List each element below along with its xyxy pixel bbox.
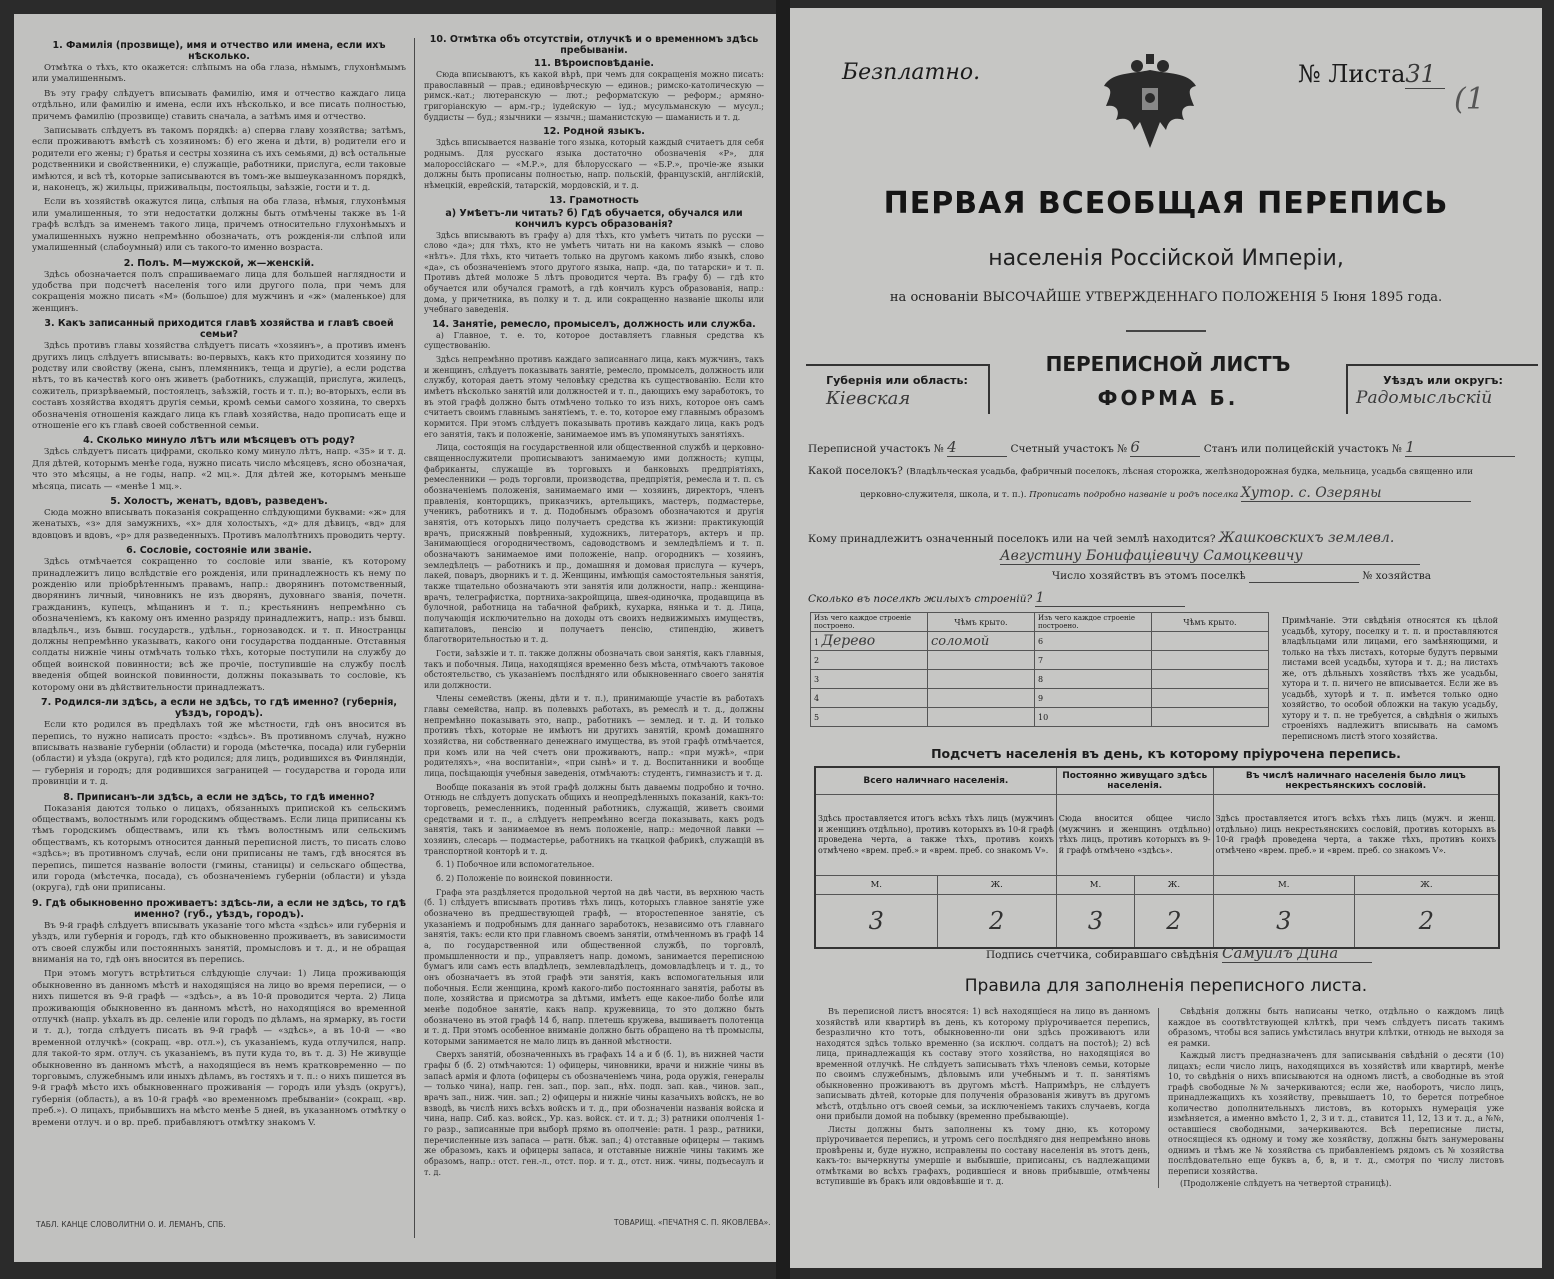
section-heading: 6. Сословіе, состояніе или званіе. xyxy=(126,545,312,557)
paragraph: Здѣсь непремѣнно противъ каждаго записаннаго лица, какъ мужчинъ, такъ и женщинъ, слѣдуетъ показывать занятіе, ремесло, промыселъ, должность или службу, которая даетъ этому человѣку средства къ существованію. Если кто имѣетъ нѣсколько занятій или должностей и т. п., дающихъ ему заработокъ, то въ этой графѣ должно быть отмѣчено только то изъ нихъ, которое онъ самъ считаетъ своимъ главнымъ занятіемъ, т. е. то, которое ему главнымъ образомъ кормится. При этомъ слѣдуетъ показывать противъ каждаго лица, какъ родъ его занятія, такъ и положеніе, занимаемое имъ въ упомянутыхъ занятіяхъ. xyxy=(424,355,764,439)
bt-header-material: Изъ чего каждое строеніе построено. xyxy=(811,613,928,632)
households-blank xyxy=(1249,570,1359,583)
table-row: 5 10 xyxy=(811,708,1269,727)
buildings-line xyxy=(808,590,1185,607)
pt-zh: Ж. xyxy=(937,876,1056,895)
settlement-value: Хутор. с. Озеряны xyxy=(1241,485,1471,502)
pt-non-peasant-m: 3 xyxy=(1213,895,1354,949)
paragraph: Вообще показанія въ этой графѣ должны быть даваемы подробно и точно. Отнюдь не слѣдуетъ допускать общихъ и неопредѣленныхъ показаній, какъ-то: торговецъ, ремесленникъ, поденный работникъ, служащій, живетъ своими средствами и т. п., а слѣдуетъ непремѣнно всегда показывать, какъ родъ занятія, такъ и занимаемое въ немъ положеніе, напр.: медочной лавки — хозяинъ, слесарь — подмастерье, работникъ на ткацкой фабрикѣ, служащій въ транспортной конторѣ и т. д. xyxy=(424,782,764,856)
census-form-page xyxy=(790,8,1542,1268)
section-heading: а) Умѣетъ-ли читать? б) Гдѣ обучается, обучался или кончилъ курсъ образованія? xyxy=(445,207,743,230)
perepis-uchastok-label: Переписной участокъ № xyxy=(808,443,944,455)
rules-column-right xyxy=(1168,1006,1504,1191)
form-subheading: ФОРМА Б. xyxy=(1097,386,1239,410)
settlement-hint: (Владѣльческая усадьба, фабричный поселокъ, лѣсная сторожка, желѣзнодорожная будка, мельница, усадьба священно или xyxy=(906,467,1473,477)
bt-cell: 1 Дерево xyxy=(811,632,928,651)
paragraph: Сюда вписываютъ, къ какой вѣрѣ, при чемъ для сокращенія можно писать: православный — прав.; единовѣрческую — единов.; римско-католическую — римск.-кат.; лютеранскую — лют.; реформатскую — реформ.; армяно-григоріанскую — арм.-гр.; іудейскую — іуд.; мусульманскую — мусул.; буддисты — буд.; язычники — язычн.; шаманистскую — шаманисть и т. д. xyxy=(424,70,764,122)
population-count-title: Подсчетъ населенія въ день, къ которому пріурочена перепись. xyxy=(931,746,1401,761)
section-heading: 14. Занятіе, ремесло, промыселъ, должность или служба. xyxy=(432,318,756,330)
pt-header-non-peasant: Въ числѣ наличнаго населенія было лицъ некрестьянскихъ сословій. xyxy=(1213,767,1499,795)
paragraph: Показанія даются только о лицахъ, обязанныхъ припиской къ сельскимъ обществамъ, волостнымъ или городскимъ обществамъ. Если лица приписаны къ тѣмъ городскимъ обществамъ, или къ тѣмъ волостнымъ или сельскимъ обществамъ, къ которымъ относится данный переписной листъ, то писать слово «здѣсь»; въ противномъ случаѣ, если они приписаны не тамъ, гдѣ вносятся въ перепись, пишется названіе волости (гмины, станицы) и сельскаго общества, или города (мѣстечка, посада), съ обозначеніемъ губерніи (области) и уѣзда (округа), гдѣ они приписаны. xyxy=(32,803,406,894)
section-heading: 4. Сколько минуло лѣтъ или мѣсяцевъ отъ роду? xyxy=(83,435,355,447)
table-row xyxy=(811,632,1269,651)
owner-line xyxy=(808,530,1394,546)
rules-title: Правила для заполненія переписного листа. xyxy=(964,976,1368,996)
paragraph: Сверхъ занятій, обозначенныхъ въ графахъ 14 а и б (б. 1), въ нижней части графы б (б. 2) отмѣчаются: 1) офицеры, чиновники, врачи и нижніе чины въ запасѣ армія и флота (офицеры съ обозначеніемъ чина, рода оружія, генералы — только чина), напр. ген. зап., пор. зап., нѣх. подп. зап. кав., чинов. зап., врачъ зап., ниж. чин. зап.; 2) офицеры и нижніе чины казачьихъ войскъ, не во взводѣ, вь числѣ нихъ всѣхъ войскъ и т. д., при обозначеніи названія войска и чина, напр. Сиб. каз. войск., Ур. каз. войск. ст. и т. д.; 3) ратники ополченія 1-го разр., записанные при выборѣ прямо въ ополченіе: ратн. 1 разр., ратники, перечисленные изъ запаса — ратн. бѣж. зап.; 4) отставные офицеры — такимъ же образомъ, какъ и офицеры запаса, и отставные нижніе чины такимъ же образомъ, напр.: отст. ген.-л., отст. пор. и т. д., отст. ниж. чины, подъесаулъ и т. д. xyxy=(424,1050,764,1177)
pt-total-m: 3 xyxy=(815,895,937,949)
sheet-number-value: 31 xyxy=(1405,60,1445,89)
buildings-table xyxy=(810,612,1269,727)
rules-paragraph: Листы должны быть заполнены къ тому дню, къ которому пріурочивается перепись, и утромъ сего послѣдняго дня непремѣнно вновь провѣрены и, буде нужно, исправлены по составу населенія въ этотъ день, какъ-то: вычеркнуты умершіе и выбывшіе, приписаны, съ надлежащими отмѣтками во всѣхъ графахъ, родившіеся и вновь прибывшіе, отмѣчены вступившіе въ бракъ или овдовѣвшіе и т. д. xyxy=(816,1123,1150,1186)
section-heading: 5. Холостъ, женатъ, вдовъ, разведенъ. xyxy=(110,496,328,507)
paragraph: Записывать слѣдуетъ въ такомъ порядкѣ: а) сперва главу хозяйства; затѣмъ, если проживаютъ вмѣстѣ съ хозяиномъ: б) его жена и дѣти, в) родители его и родители его жены; г) братья и сестры хозяина съ ихъ семьями, д) всѣ остальные родственники и свойственники, е) служащіе, работники, прислуга, если таковые имѣются, и всѣ тѣ, которые записываются въ томъ-же вышеуказанномъ порядкѣ, и, наконецъ, ж) жильцы, приживальцы, постояльцы, заѣзжіе, гости и т. д. xyxy=(32,126,406,194)
pt-m: М. xyxy=(1213,876,1354,895)
table-row: 4 9 xyxy=(811,689,1269,708)
paragraph: Если въ хозяйствѣ окажутся лица, слѣпыя на оба глаза, нѣмыя, глухонѣмыя или умалишенныя, то эти недостатки должны быть отмѣчены также въ 1-й графѣ вслѣдъ за именемъ такого лица, причемъ относительно глухонѣмыхъ и умалишенныхъ нужно непремѣнно обозначать, отъ рожденія-ли слѣпой или умалишенный (слабоумный) или съ такого-то именно возраста. xyxy=(32,197,406,254)
paragraph: Сюда можно вписывать показанія сокращенно слѣдующими буквами: «ж» для женатыхъ, «з» для замужнихъ, «х» для холостыхъ, «д» для дѣвицъ, «вд» для вдовцовъ и вдовъ, «р» для разведенныхъ. Противъ малолѣтнихъ проводить черту. xyxy=(32,508,406,541)
districts-line xyxy=(808,438,1515,457)
pt-header-permanent: Постоянно живущаго здѣсь населенія. xyxy=(1056,767,1213,795)
pt-permanent-m: 3 xyxy=(1056,895,1134,949)
pt-permanent-zh: 2 xyxy=(1135,895,1213,949)
uezd-label: Уѣздъ или округъ: xyxy=(1383,374,1503,387)
paragraph: б. 2) Положеніе по воинской повинности. xyxy=(436,873,613,883)
bt-roof-value: соломой xyxy=(928,632,1035,651)
uezd-value: Радомысльскій xyxy=(1356,388,1493,408)
page-subtitle-2: на основаніи ВЫСОЧАЙШЕ УТВЕРЖДЕННАГО ПОЛОЖЕНІЯ 5 Іюня 1895 года. xyxy=(889,290,1443,305)
paragraph: Здѣсь отмѣчается сокращенно то сословіе или званіе, къ которому принадлежитъ лицо вслѣдствіе его рожденія, или принадлежность къ нему по рожденію или пріобрѣтеннымъ правамъ, напр.: дворянинъ потомственный, дворянинъ личный, чиновникъ не изъ дворянъ, духовнаго званія, почетн. гражданинъ, купецъ, мѣщанинъ и т. п.; крестьянинъ непремѣнно съ обозначеніемъ, къ какому онъ именно разряду принадлежитъ, напр.: изъ бывш. владѣльч., изъ бывш. государств., удѣльн., горнозаводск. и т. п. Иностранцы должны непремѣнно указывать, какого они государства подданные. Отставныя солдаты нижніе чины отмѣчать только тѣхъ, которые поступили на службу до общей воинской повинности; всѣ же прочіе, поступившіе на службу послѣ введенія общей воинской повинности, должны показывать то сословіе, къ которому они въ дѣйствительности принадлежатъ. xyxy=(32,557,406,693)
buildings-label: Сколько въ поселкѣ жилыхъ строеній? xyxy=(808,593,1033,605)
pt-zh: Ж. xyxy=(1135,876,1213,895)
imprint-right: ТОВАРИЩ. «ПЕЧАТНЯ С. П. ЯКОВЛЕВА». xyxy=(614,1218,771,1227)
population-table xyxy=(814,766,1500,949)
section-heading: 13. Грамотность xyxy=(549,194,639,206)
schet-uchastok-value: 6 xyxy=(1130,438,1200,457)
table-row: 2 7 xyxy=(811,651,1269,670)
buildings-value: 1 xyxy=(1035,590,1185,607)
bt-header-roof: Чѣмъ крыто. xyxy=(928,613,1035,632)
paragraph: При этомъ могутъ встрѣтиться слѣдующіе случаи: 1) Лица проживающія обыкновенно въ данномъ мѣстѣ и находящіяся на лицо во время переписи, — о нихъ пишется въ 9-й графѣ — «здѣсь», а въ 10-й проводится черта. 2) Лица проживающія обыкновенно въ данномъ мѣстѣ, но находящіяся во временной отлучкѣ (напр. уѣхалъ въ др. селеніе или городъ по дѣламъ, на ярмарку, въ гости и т. д.), тогда слѣдуетъ писать въ 9-й графѣ — «здѣсь», а въ 10-й — «во временной отлучкѣ» (сокращ. «вр. отл.»), съ указаніемъ, куда отлучился, напр. для такой-то ярм. отлуч. съ указаніемъ, въ пути куда то, въ т. д. 3) Не живущіе обыкновенно въ данномъ мѣстѣ, а находящіеся въ немъ кратковременно — по торговымъ, служебнымъ или иныхъ дѣламъ, въ гостяхъ и т. п.: о нихъ пишется въ 9-й графѣ мѣсто ихъ обыкновеннаго проживанія — городъ или уѣздъ (округъ), губернія (область), а въ 10-й графѣ «во временномъ пребываніи» (сокращ. «вр. преб.»). О лицахъ, прибывшихъ на мѣсто менѣе 5 дней, въ указанномъ отмѣтку о времени отлуч. и о вр. преб. прибавляютъ отмѣтку знакомъ V. xyxy=(32,969,406,1128)
rules-paragraph: Свѣдѣнія должны быть написаны четко, отдѣльно о каждомъ лицѣ каждое въ соотвѣтствующей клѣткѣ, при чемъ слѣдуетъ писать такимъ образомъ, чтобы вся запись умѣстилась внутри клѣтки, отнюдь не выходя за ея рамки. xyxy=(1168,1006,1504,1048)
owner-value: Жашковскихъ землевл. xyxy=(1218,530,1395,546)
paragraph: Здѣсь вписывають въ графу а) для тѣхъ, кто умѣетъ читать по русски — слово «да»; для тѣхъ, кто не умѣетъ читать ни на какомъ языкѣ — слово «нѣтъ». Для тѣхъ, кто читаетъ только на другомъ какомъ либо языкѣ, слово «да», съ обозначеніемъ этого другого языка, напр. «да, по татарски» и т. п. Противъ дѣтей моложе 5 лѣтъ проводится черта. Въ графу б) — гдѣ кто обучается или обучался грамотѣ, а гдѣ кончилъ курсъ образованія, напр.: дома, у причетника, въ полку и т. д. или сокращенно названіе школы или учебнаго заведенія. xyxy=(424,230,764,315)
settlement-label: Какой поселокъ? xyxy=(808,465,903,477)
table-row: 3 8 xyxy=(811,670,1269,689)
bt-header-material-2: Изъ чего каждое строеніе построено. xyxy=(1035,613,1152,632)
household-no-label: № хозяйства xyxy=(1362,570,1432,582)
guberniya-value: Кіевская xyxy=(826,388,911,409)
schet-uchastok-label: Счетный участокъ № xyxy=(1010,443,1128,455)
free-label: Безплатно. xyxy=(842,60,981,85)
section-heading: 7. Родился-ли здѣсь, а если не здѣсь, то гдѣ именно? (губернія, уѣздъ, городъ). xyxy=(41,697,397,720)
imperial-eagle-icon xyxy=(1102,52,1198,152)
perepis-uchastok-value: 4 xyxy=(947,438,1007,457)
section-heading: 12. Родной языкъ. xyxy=(543,126,645,138)
paragraph: б. 1) Побочное или вспомогательное. xyxy=(436,860,595,870)
stan-value: 1 xyxy=(1405,438,1515,457)
divider xyxy=(1126,330,1206,332)
rules-divider xyxy=(1158,1008,1159,1188)
signature-label: Подпись счетчика, собиравшаго свѣдѣнія xyxy=(986,949,1219,961)
owner-label: Кому принадлежитъ означенный поселокъ или на чей землѣ находится? xyxy=(808,533,1216,545)
section-heading: 10. Отмѣтка объ отсутствіи, отлучкѣ и о временномъ здѣсь пребываніи. xyxy=(429,34,759,56)
paragraph: Въ 9-й графѣ слѣдуетъ вписывать указаніе того мѣста «здѣсь» или губернія и уѣздъ, или губернія и городъ, гдѣ кто обыкновенно проживаетъ, въ зависимости отъ своей службы или постоянныхъ занятій, промысловъ и т. д., и не обращая вниманія на то, гдѣ онъ вносится въ перепись. xyxy=(32,920,406,965)
section-heading: 11. Вѣроисповѣданіе. xyxy=(533,58,655,69)
paragraph: Здѣсь обозначается полъ спрашиваемаго лица для большей наглядности и удобства при подсчетѣ населенія того или другого пола, при чемъ для сокращенія можно писать «М» (большое) для мужчинъ и «ж» (маленькое) для женщинъ. xyxy=(32,269,406,314)
settlement-hint-3: Прописать подробно названіе и родъ поселка xyxy=(1029,490,1239,500)
page-title: ПЕРВАЯ ВСЕОБЩАЯ ПЕРЕПИСЬ xyxy=(883,186,1449,221)
paragraph: Здѣсь слѣдуетъ писать цифрами, сколько кому минуло лѣтъ, напр. «35» и т. д. Для дѣтей, которымъ менѣе года, нужно писать число мѣсяцевъ, ясно обозначая, что это мѣсяцы, а не годы, напр. «2 мц.». Для дѣтей же, которымъ меньше мѣсяца, писать — «менѣе 1 мц.». xyxy=(32,447,406,492)
instructions-column-2 xyxy=(424,32,764,1181)
pt-m: М. xyxy=(1056,876,1134,895)
rules-column-left xyxy=(816,1006,1150,1189)
pt-non-peasant-zh: 2 xyxy=(1354,895,1499,949)
pt-desc-permanent: Сюда вносится общее число (мужчинъ и женщинъ отдѣльно) тѣхъ лицъ, противъ которыхъ въ 9-й графѣ отмѣчено «здѣсь». xyxy=(1056,795,1213,876)
paragraph: а) Главное, т. е. то, которое доставляетъ главныя средства къ существованію. xyxy=(424,330,764,351)
pt-total-zh: 2 xyxy=(937,895,1056,949)
paragraph: Здѣсь противъ главы хозяйства слѣдуетъ писать «хозяинъ», а противъ именъ другихъ лицъ слѣдуетъ вписывать: во-первыхъ, какъ кто приходится хозяину по родству или свойству (жена, сынъ, племянникъ, теща и другіе), а если родства нѣтъ, то въ качествѣ кого онъ живетъ (работникъ, служащій, прислуга, жилецъ, сожитель, призрѣваемый, постоялецъ, заѣзжій, гость и т. п.); во-вторыхъ, если въ составъ хозяйства входятъ другія семьи, кромѣ семьи самого хозяина, то сверхъ обозначенія отношенія каждаго лица къ главѣ хозяйства, надо прописать еще и отношеніе его къ главѣ своей собственной семьи. xyxy=(32,341,406,431)
bt-material-value: Дерево xyxy=(821,633,876,649)
pt-header-total: Всего наличнаго населенія. xyxy=(815,767,1056,795)
left-page xyxy=(14,14,776,1262)
paragraph: Здѣсь вписывается названіе того языка, который каждый считаетъ для себя роднымъ. Для русскаго языка достаточно обозначенія «Р», для малороссійскаго — «М.Р.», для бѣлорусскаго — «Б.Р.», прочіе-же языки должны быть прописаны полностью, напр. польскій, французскій, англійскій, нѣмецкій, еврейскій, татарскій, мордовскій, и т. д. xyxy=(424,138,764,190)
buildings-note: Примѣчаніе. Эти свѣдѣнія относятся къ цѣлой усадьбѣ, хутору, поселку и т. п. и проставляются владѣльцами или лицами, его замѣняющими, и только на тѣхъ листахъ, которые будутъ первыми листами всей усадьбы, хутора и т. д.; на листахъ же, отъ дѣльныхъ хозяйствъ тѣхъ же усадьбы, хутора и т. п. ничего не вписывается. Если же въ усадьбѣ, хуторѣ и т. п. имѣется только одно хозяйство, то особой обложки на такую усадьбу, хутору и т. п. не требуется, а свѣдѣнія о жилыхъ строеніяхъ надлежитъ вписывать на самомъ переписномъ листѣ этого хозяйства. xyxy=(1282,616,1498,741)
section-heading: 1. Фамилія (прозвище), имя и отчество или имена, если ихъ нѣсколько. xyxy=(52,40,386,62)
bt-cell xyxy=(1152,632,1269,651)
sheet-number-label: № Листа xyxy=(1298,60,1406,88)
form-heading: ПЕРЕПИСНОЙ ЛИСТЪ xyxy=(1045,352,1291,376)
paragraph: Отмѣтка о тѣхъ, кто окажется: слѣпымъ на оба глаза, нѣмымъ, глухонѣмымъ или умалишеннымъ. xyxy=(32,63,406,85)
pt-zh: Ж. xyxy=(1354,876,1499,895)
paragraph: Графа эта раздѣляется продольной чертой на двѣ части, въ верхнюю часть (б. 1) слѣдуетъ вписывать противъ тѣхъ лицъ, которыхъ главное занятіе уже обозначено въ предшествующей графѣ, — второстепенное занятіе, съ указаніемъ и подробнымъ для даннаго заработокъ, независимо отъ главнаго занятія, такъ: если кто при главномъ своемъ занятіи, отмѣченномъ въ графѣ 14 а, по государственной или общественной службѣ, по торговлѣ, промышленности и пр., управляетъ напр. домомъ, занимается переписною бумагъ или самъ есть владѣлецъ, землевладѣлецъ, домовладѣлецъ и т. д., то онъ обозначаетъ въ этой графѣ эти занятія, какъ вспомогательныя или побочныя. Если женщина, кромѣ какого-либо постояннаго занятія, работы въ поле, хозяйства и присмотра за дѣтьми, имѣетъ еще какое-либо болѣе или менѣе подобное занятіе, какъ напр. кружевница, то это должно быть обозначено въ этой графѣ 14 б, напр. плетешь кружева, вышиваетъ полотенца и т. д. При этомъ особенное вниманіе должно быть обращено на тѣ промыслы, которыми занимается не мало лицъ въ данной мѣстности. xyxy=(424,887,764,1046)
page-subtitle: населенія Россійской Имперіи, xyxy=(988,246,1344,271)
archive-mark: (1 xyxy=(1454,82,1485,117)
pt-m: М. xyxy=(815,876,937,895)
imprint-left: ТАБЛ. КАНЦЕ СЛОВОЛИТНИ О. И. ЛЕМАНЪ, СПБ. xyxy=(36,1220,226,1229)
settlement-line xyxy=(808,465,1473,477)
guberniya-label: Губернія или область: xyxy=(826,374,968,387)
owner-value-2: Августину Бонифаціевичу Самоцкевичу xyxy=(1000,548,1420,565)
column-divider xyxy=(414,38,415,1238)
bt-header-roof-2: Чѣмъ крыто. xyxy=(1152,613,1269,632)
paragraph: Въ эту графу слѣдуетъ вписывать фамилію, имя и отчество каждаго лица отдѣльно, или фамилію и имена, если ихъ нѣсколько, и все писать полностью, причемъ фамилію (прозвище) ставить сначала, а затѣмъ имя и отчество. xyxy=(32,88,406,122)
section-heading: 8. Приписанъ-ли здѣсь, а если не здѣсь, то гдѣ именно? xyxy=(63,791,375,803)
rules-paragraph: Каждый листъ предназначенъ для записыванія свѣдѣній о десяти (10) лицахъ; если число лицъ, находящихся въ хозяйствѣ или квартирѣ, менѣе 10, то свѣдѣнія о нихъ вписываются на одномъ листѣ, а свободные въ этой графѣ свободные №№ зачеркиваются; если же, наоборотъ, число лицъ, принадлежащихъ къ хозяйству, превышаетъ 10, то берется потребное количество дополнительныхъ листовъ, въ которыхъ нумерація уже измѣняется, а именно вмѣсто 1, 2, 3 и т. д., ставится 11, 12, 13 и т. д., а №№, оставшіеся свободными, зачеркиваются. Всѣ переписные листы, относящіеся къ одному и тому же хозяйству, должны быть занумерованы однимъ и тѣмъ же № хозяйства съ прибавленіемъ рядомъ съ № хозяйства послѣдовательно еще буквъ а, б, в, и т. д., смотря по числу листовъ переписи хозяйства. xyxy=(1168,1050,1504,1176)
pt-desc-total: Здѣсь проставляется итогъ всѣхъ тѣхъ лицъ (мужчинъ и женщинъ отдѣльно), противъ которыхъ въ 10-й графѣ проведена черта, а также тѣхъ, противъ коихъ отмѣчено «врем. преб.» и «врем. преб. со знакомъ V». xyxy=(815,795,1056,876)
section-heading: 3. Какъ записанный приходится главѣ хозяйства и главѣ своей семьи? xyxy=(44,318,394,341)
sheet-number xyxy=(1298,60,1445,89)
instructions-column-1 xyxy=(32,38,406,1132)
section-heading: 2. Полъ. М—мужской, ж—женскій. xyxy=(123,257,315,269)
settlement-hint-2: церковно-служителя, школа, и т. п.). xyxy=(860,490,1027,500)
bt-cell: 6 xyxy=(1035,632,1152,651)
rules-paragraph: Въ переписной листъ вносятся: 1) всѣ находящіеся на лицо въ данномъ хозяйствѣ или квартирѣ въ день, къ которому пріурочивается перепись, безразлично кто тотъ, обыкновенно-ли они здѣсь проживаютъ или находятся здѣсь только временно (за исключ. солдатъ на постоѣ); 2) всѣ лица, принадлежащія къ составу этого хозяйства, но находящіяся во временной отлучкѣ. Не слѣдуетъ записывать тѣхъ членовъ семьи, которые по своимъ служебнымъ, дѣловымъ или учебнымъ и т. п. занятіямъ обыкновенно проживаютъ въ другомъ мѣстѣ. Напримѣръ, не слѣдуетъ записывать дѣтей, которые для полученія образованія живутъ въ другомъ мѣстѣ, отдѣльно отъ своей семьи, за исключеніемъ такихъ случаевъ, когда они прибыли домой на побывку (временно пребывающіе). xyxy=(816,1006,1150,1121)
paragraph: Гости, заѣзжіе и т. п. также должны обозначать свои занятія, какъ главныя, такъ и побочныя. Лица, находящіяся временно безъ мѣста, отмѣчаютъ таковое обстоятельство, съ указаніемъ послѣдняго или обыкновеннаго своего занятія или должности. xyxy=(424,648,764,690)
section-heading: 9. Гдѣ обыкновенно проживаетъ: здѣсь-ли, а если не здѣсь, то гдѣ именно? (губ., уѣздъ, городъ). xyxy=(32,897,406,920)
signature-value: Самуилъ Дина xyxy=(1222,944,1372,963)
signature-line xyxy=(986,944,1372,963)
rules-paragraph: (Продолженіе слѣдуетъ на четвертой страницѣ). xyxy=(1180,1178,1392,1188)
stan-label: Станъ или полицейскій участокъ № xyxy=(1203,443,1402,455)
paragraph: Члены семействъ (жены, дѣти и т. п.), принимающіе участіе въ работахъ главы семейства, напр. въ полевыхъ работахъ, въ ремеслѣ и т. д., должны непремѣнно показывать это, напр., работникъ — землед. и т. д. И только противъ тѣхъ, которые не имѣютъ ни другихъ занятій, кромѣ домашняго хозяйства, ни собственнаго денежнаго имущества, въ этой графѣ отмѣчается, при комъ или на чей счетъ они проживаютъ, напр.: «при мужѣ», «при родителяхъ», «на воспитаніи», «при сынѣ» и т. д. Воспитанники и вообще лица, посѣщающія учебныя заведенія, отмѣчаютъ: студентъ, гимназистъ и т. д. xyxy=(424,694,764,779)
pt-desc-non-peasant: Здѣсь проставляется итогъ всѣхъ тѣхъ лицъ (мужч. и женщ. отдѣльно) лицъ некрестьянскихъ сословій, противъ которыхъ въ 10-й графѣ проведена черта, а также тѣхъ, противъ коихъ отмѣчено «врем. преб.» и «врем. преб. со знакомъ V». xyxy=(1213,795,1499,876)
settlement-line-2 xyxy=(860,485,1471,502)
paragraph: Лица, состоящія на государственной или общественной службѣ и церковно-священнослужители прописываютъ занимаемую ими должность; купцы, фабриканты, служащіе въ торговыхъ и банковыхъ предпріятіяхъ, ремесленники — родъ торговли, производства, предпріятія, ремесла и т. п. съ обозначеніемъ положенія, занимаемаго ими — хозяинъ, директоръ, членъ правленія, конторщикъ, приказчикъ, артельщикъ, мастеръ, подмастерье, ученикъ, работникъ и т. д. Подобнымъ образомъ обозначаются и другія занятія, отъ которыхъ лицо получаетъ средства къ жизни: практикующій врачъ, присяжный повѣренный, художникъ, литераторъ, актеръ и пр. Занимающіеся огородничествомъ, садоводствомъ и земледѣліемъ и т. п. обозначаютъ занимаемое ими положеніе, напр. огородникъ — хозяинъ, земледѣлецъ — работникъ и пр., домашняя и домовая прислуга — кучеръ, лакей, поваръ, дворникъ и т. д. Женщины, имѣющія самостоятельныя занятія, также тщательно обозначаютъ эти занятія или должности, напр.: женщина-врачъ, телеграфистка, портниха-закройщица, швея-одиночка, продавщица въ булочной, работница на табачной фабрикѣ, кухарка, нянька и т. д. Лица, получающія исключительно на доходы отъ своихъ недвижимыхъ имуществъ, капиталовъ, пенсію и получаетъ пенсію, стипендію, живетъ благотворительностью и т. д. xyxy=(424,443,764,645)
book-gutter xyxy=(776,0,790,1279)
households-line xyxy=(1052,570,1431,583)
households-label: Число хозяйствъ въ этомъ поселкѣ xyxy=(1052,570,1246,582)
paragraph: Если кто родился въ предѣлахъ той же мѣстности, гдѣ онъ вносится въ перепись, то нужно написать просто: «здѣсь». Въ противномъ случаѣ, нужно вписывать названіе губерніи (области) и города (мѣстечка, посада) или губерніи (области) и уѣзда (округа), гдѣ кто родился; для лицъ, родившихся въ Финляндіи, — губернія и городъ; для родившихся заграницей — государства и города или провинціи и т. д. xyxy=(32,720,406,788)
